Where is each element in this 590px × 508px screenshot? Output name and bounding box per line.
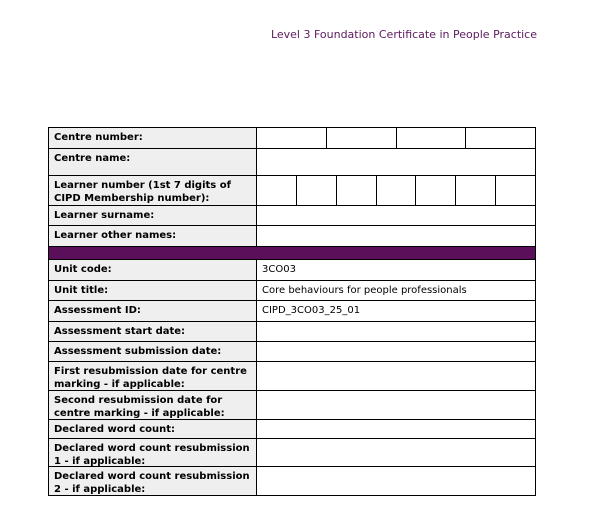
- assessment-id-row: [49, 301, 535, 322]
- learner-number-label: Learner number (1st 7 digits of CIPD Membership number):: [49, 176, 257, 205]
- section-divider-band: [49, 247, 535, 260]
- learner-other-names-label: Learner other names:: [49, 226, 257, 246]
- second-resubmission-label: Second resubmission date for centre marking - if applicable:: [49, 391, 257, 419]
- learner-number-digit-box[interactable]: [297, 176, 337, 205]
- declared-resubmission-1-row: [49, 439, 535, 467]
- centre-number-row: [49, 128, 535, 149]
- assessment-submission-field[interactable]: [257, 342, 535, 361]
- centre-number-box[interactable]: [257, 128, 327, 148]
- unit-title-value: Core behaviours for people professionals: [262, 285, 467, 296]
- centre-name-field[interactable]: [257, 149, 535, 175]
- learner-number-spacer: [257, 176, 297, 205]
- unit-code-label: Unit code:: [49, 260, 257, 280]
- unit-code-value: 3CO03: [262, 264, 296, 275]
- document-title: Level 3 Foundation Certificate in People Practice: [270, 28, 537, 41]
- learner-number-digit-box[interactable]: [416, 176, 456, 205]
- unit-title-row: [49, 281, 535, 301]
- learner-other-names-field[interactable]: [257, 226, 535, 246]
- declared-resubmission-1-field[interactable]: [257, 439, 535, 466]
- assessment-start-field[interactable]: [257, 322, 535, 341]
- assessment-id-label: Assessment ID:: [49, 301, 257, 321]
- learner-surname-row: [49, 206, 535, 226]
- declared-word-count-row: [49, 420, 535, 439]
- second-resubmission-row: [49, 391, 535, 420]
- centre-number-box[interactable]: [327, 128, 397, 148]
- unit-title-label: Unit title:: [49, 281, 257, 300]
- assessment-start-label: Assessment start date:: [49, 322, 257, 341]
- learner-number-digit-box[interactable]: [377, 176, 417, 205]
- declared-resubmission-1-label: Declared word count resubmission 1 - if applicable:: [49, 439, 257, 466]
- learner-surname-field[interactable]: [257, 206, 535, 225]
- assessment-cover-form: [48, 127, 536, 496]
- learner-number-digit-box[interactable]: [496, 176, 535, 205]
- learner-surname-label: Learner surname:: [49, 206, 257, 225]
- assessment-start-row: [49, 322, 535, 342]
- first-resubmission-label: First resubmission date for centre marking - if applicable:: [49, 362, 257, 390]
- centre-name-label: Centre name:: [49, 149, 257, 175]
- unit-code-row: [49, 260, 535, 281]
- centre-name-row: [49, 149, 535, 176]
- assessment-id-value: CIPD_3CO03_25_01: [262, 305, 361, 316]
- centre-number-box[interactable]: [397, 128, 467, 148]
- declared-resubmission-2-field[interactable]: [257, 467, 535, 495]
- assessment-submission-label: Assessment submission date:: [49, 342, 257, 361]
- learner-number-digit-box[interactable]: [337, 176, 377, 205]
- learner-number-digit-box[interactable]: [456, 176, 496, 205]
- first-resubmission-field[interactable]: [257, 362, 535, 390]
- centre-number-box[interactable]: [466, 128, 535, 148]
- centre-number-label: Centre number:: [49, 128, 257, 148]
- assessment-submission-row: [49, 342, 535, 362]
- declared-word-count-field[interactable]: [257, 420, 535, 438]
- learner-number-row: [49, 176, 535, 206]
- declared-word-count-label: Declared word count:: [49, 420, 257, 438]
- first-resubmission-row: [49, 362, 535, 391]
- declared-resubmission-2-row: [49, 467, 535, 495]
- learner-number-boxes: [257, 176, 535, 205]
- learner-other-names-row: [49, 226, 535, 247]
- declared-resubmission-2-label: Declared word count resubmission 2 - if applicable:: [49, 467, 257, 495]
- second-resubmission-field[interactable]: [257, 391, 535, 419]
- centre-number-boxes: [257, 128, 535, 148]
